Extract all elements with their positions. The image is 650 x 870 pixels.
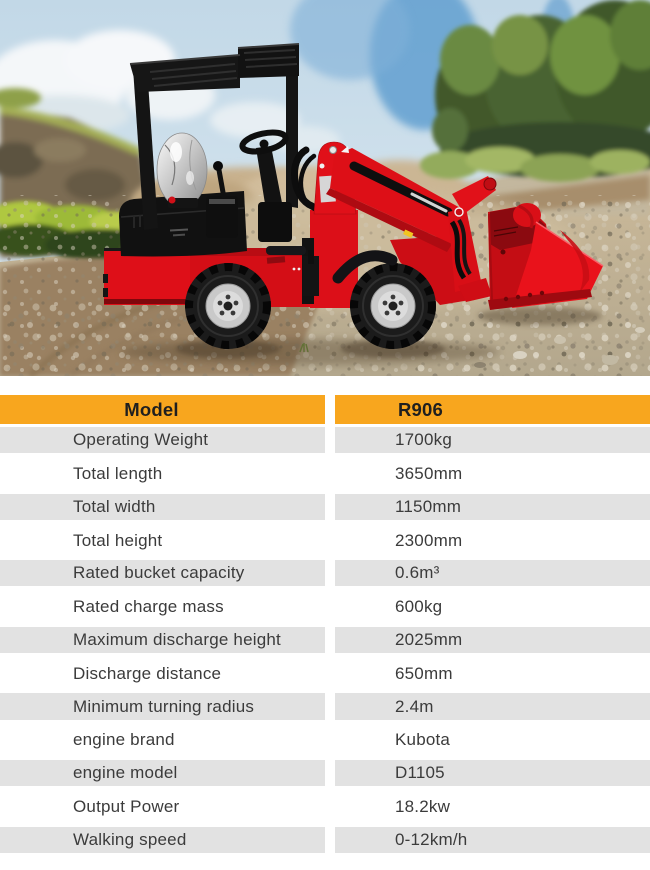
spec-label: Maximum discharge height [73,629,281,649]
spec-value: 1700kg [395,430,452,450]
spec-label: Discharge distance [73,663,222,683]
spec-label: Minimum turning radius [73,696,255,716]
spec-value: 2300mm [395,530,463,550]
spec-label: Total height [73,530,163,550]
spec-rows [0,424,650,857]
model-value-cell [335,395,650,424]
rear-wheel [185,263,271,349]
spec-value: Kubota [395,730,451,750]
spec-label: Rated bucket capacity [73,563,245,583]
model-label: Model [124,398,179,420]
spec-row [0,824,650,857]
spec-row [0,657,650,690]
spec-label: Output Power [73,796,180,816]
spec-value: 600kg [395,597,443,617]
loader-illustration [0,0,650,376]
spec-value: 2025mm [395,629,463,649]
spec-label: Operating Weight [73,430,209,450]
spec-row [0,557,650,590]
spec-value: 1150mm [395,496,462,516]
front-wheel [350,263,436,349]
spec-value: 0-12km/h [395,829,468,849]
spec-value: 3650mm [395,463,463,483]
spec-label: engine brand [73,730,175,750]
spec-label: engine model [73,763,178,783]
spec-row [0,724,650,757]
spec-value: D1105 [395,763,445,783]
spec-value: 2.4m [395,696,434,716]
spec-label: Rated charge mass [73,597,224,617]
product-photo [0,0,650,376]
spec-row [0,457,650,490]
spec-row [0,624,650,657]
table-header-row [0,395,650,424]
spec-row [0,424,650,457]
spec-value: 650mm [395,663,453,683]
spec-row [0,590,650,623]
spec-label: Total width [73,496,156,516]
chrome-shield [157,133,207,208]
spec-table [0,395,650,857]
spec-row [0,757,650,790]
spec-label: Walking speed [73,829,187,849]
spec-value: 0.6m³ [395,563,440,583]
spec-value: 18.2kw [395,796,451,816]
model-value: R906 [398,398,444,420]
spec-label: Total length [73,463,163,483]
spec-row [0,524,650,557]
spec-row [0,491,650,524]
spec-row [0,690,650,723]
model-header-cell [0,395,325,424]
spec-row [0,790,650,823]
